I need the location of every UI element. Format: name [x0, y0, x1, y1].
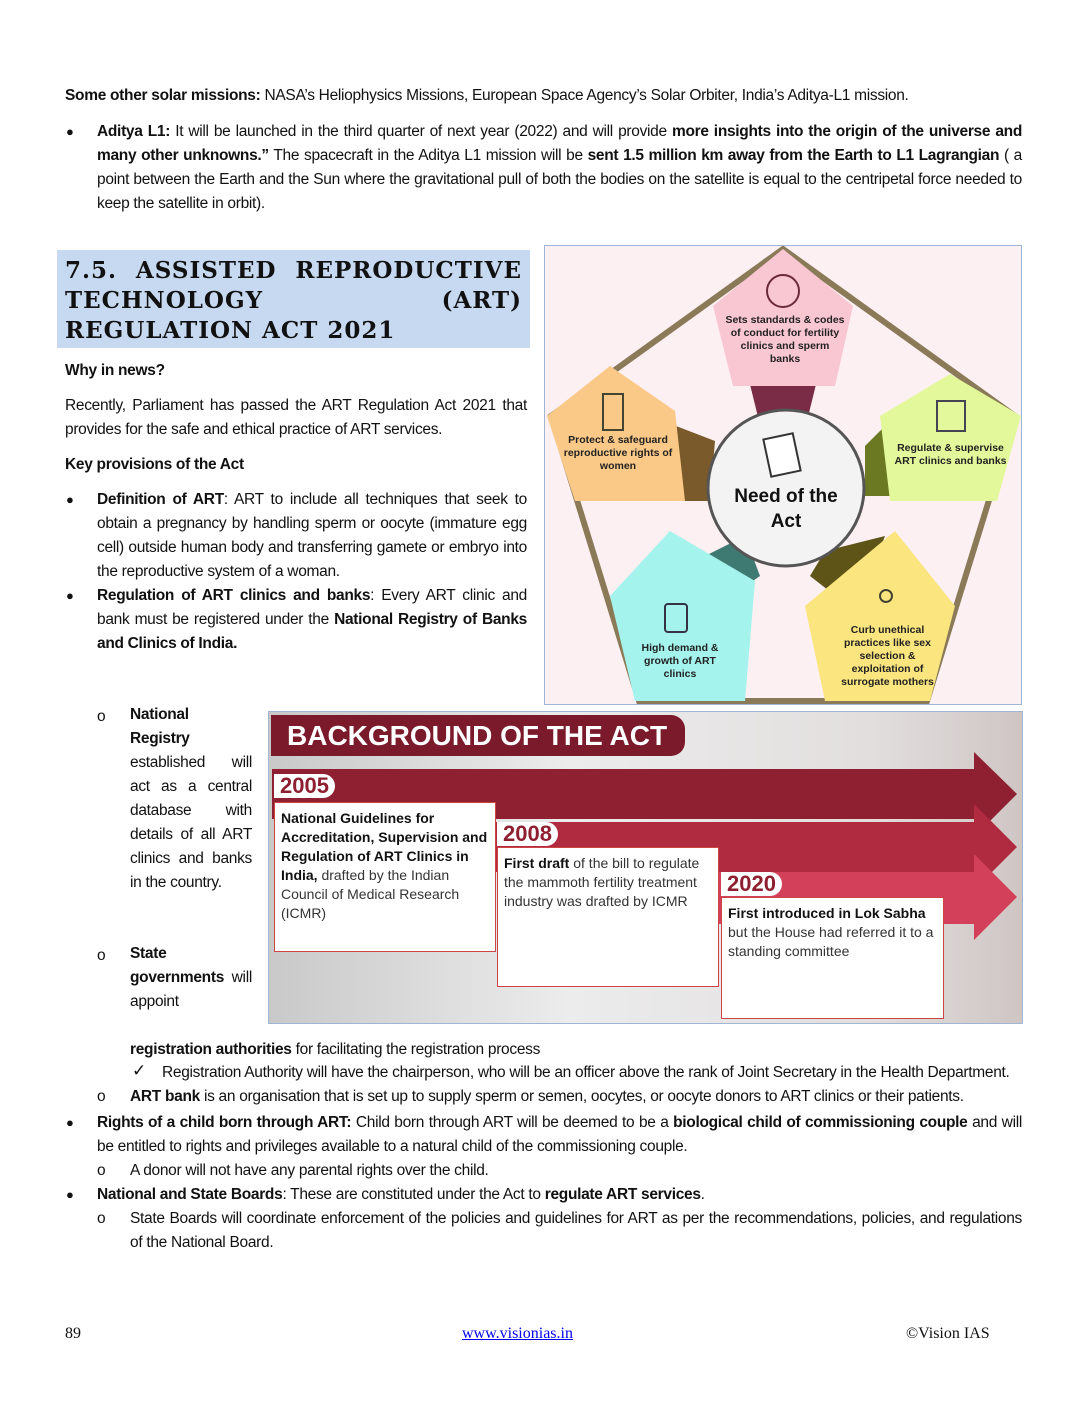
- boards-item: [97, 1183, 1022, 1207]
- bullet-icon: ●: [66, 492, 74, 507]
- regulation-list-item: [65, 584, 527, 656]
- section-heading: 7.5. ASSISTED REPRODUCTIVE TECHNOLOGY (ART) REGULATION ACT 2021: [57, 250, 530, 348]
- text: : These are constituted under the Act to: [282, 1186, 545, 1203]
- background-figure: [268, 711, 1023, 1024]
- text: The spacecraft in the Aditya L1 mission will be: [268, 147, 588, 164]
- text: of the bill to regulate the mammoth fertility treatment industry was drafted by ICMR: [504, 855, 700, 909]
- bold-text: National and State Boards: [97, 1186, 283, 1203]
- need-of-act-figure: [544, 245, 1022, 705]
- circle-bullet-icon: o: [97, 1210, 106, 1227]
- need-item-protect: Protect & safeguard reproductive rights of women: [563, 434, 673, 472]
- left-column: [65, 359, 527, 656]
- bullet-icon: ●: [66, 588, 74, 603]
- year-tab-2020: 2020: [721, 872, 782, 896]
- circle-bullet-icon: o: [97, 1162, 106, 1179]
- bold-text: sent 1.5 million km away from the Earth to L1 Lagrangian: [587, 147, 1000, 164]
- bold-text: National Guidelines for Accreditation, Supervision and Regulation of ART Clinics in India,: [281, 810, 488, 883]
- event-box-2008: [497, 847, 719, 987]
- text: NASA’s Heliophysics Missions, European Space Agency’s Solar Orbiter, India’s Aditya-L1 mission.: [260, 87, 909, 104]
- bold-text: First introduced in Lok Sabha: [728, 905, 926, 921]
- bold-text: Aditya L1:: [97, 123, 171, 140]
- checkmark-icon: ✓: [132, 1061, 146, 1080]
- bold-text: regulate ART services: [544, 1186, 701, 1203]
- text: for facilitating the registration process: [291, 1041, 541, 1058]
- state-boards-list-item: [97, 1207, 1022, 1255]
- text: but the House had referred it to a standing committee: [728, 924, 934, 959]
- event-box-2005: [274, 802, 496, 952]
- text: will appoint: [130, 969, 252, 1010]
- text: and will be entitled to rights and privileges available to a natural child of the commissioning couple.: [97, 1114, 1023, 1155]
- bold-text: First draft: [504, 855, 570, 871]
- need-item-standards: Sets standards & codes of conduct for fertility clinics and sperm banks: [725, 314, 845, 365]
- need-item-demand: High demand & growth of ART clinics: [641, 642, 719, 680]
- text: established will act as a central database with details of all ART clinics and banks in the country.: [130, 754, 252, 891]
- document-icon: [763, 433, 800, 476]
- background-title: BACKGROUND OF THE ACT: [271, 715, 685, 756]
- text: .: [700, 1186, 705, 1203]
- bold-text: State governments: [130, 945, 225, 986]
- bold-text: Rights of a child born through ART:: [97, 1114, 352, 1131]
- aditya-item: [65, 120, 1022, 216]
- bold-text: Definition of ART: [97, 491, 224, 508]
- top-section: [65, 84, 1022, 216]
- bold-text: National Registry of Banks and Clinics of India.: [97, 611, 527, 652]
- text: Child born through ART will be deemed to be a: [351, 1114, 674, 1131]
- state-gov-item: [130, 942, 252, 1038]
- circle-bullet-icon: o: [97, 708, 106, 725]
- bullet-icon: ●: [66, 1187, 74, 1202]
- aditya-paragraph: [97, 120, 1022, 216]
- authority-list-item: [132, 1061, 1022, 1085]
- text: drafted by the Indian Council of Medical Research (ICMR): [281, 867, 460, 921]
- why-heading: Why in news?: [65, 362, 165, 379]
- bold-text: ART bank: [130, 1088, 200, 1105]
- copyright: ©Vision IAS: [906, 1325, 990, 1342]
- bold-text: Some other solar missions:: [65, 87, 261, 104]
- why-text: Recently, Parliament has passed the ART Regulation Act 2021 that provides for the safe and ethical practice of ART services.: [65, 397, 527, 438]
- bullet-icon: ●: [66, 124, 74, 139]
- bold-text: biological child of commissioning couple: [673, 1114, 968, 1131]
- authority-item: Registration Authority will have the chairperson, who will be an officer above the rank of Joint Secretary in the Health Department.: [162, 1064, 1010, 1081]
- need-center-label: Need of the Act: [734, 486, 838, 532]
- text: is an organisation that is set up to supply sperm or semen, oocytes, or oocyte donors to ART clinics or their patients.: [199, 1088, 964, 1105]
- bullet-icon: ●: [66, 1115, 74, 1130]
- bottom-section: [65, 1061, 1022, 1255]
- need-item-regulate: Regulate & supervise ART clinics and banks: [894, 442, 1007, 467]
- regulation-item: [97, 584, 527, 656]
- donor-list-item: [97, 1159, 1022, 1183]
- intro-paragraph: [65, 84, 1022, 108]
- state-gov-item-cont: [130, 1038, 1022, 1062]
- art-bank-item: [130, 1085, 1022, 1109]
- website-link[interactable]: www.visionias.in: [462, 1325, 573, 1342]
- rights-item: [97, 1111, 1022, 1159]
- donor-item: A donor will not have any parental rights over the child.: [130, 1162, 489, 1179]
- definition-list-item: [65, 488, 527, 584]
- boards-list-item: [65, 1183, 1022, 1207]
- need-item-curb: Curb unethical practices like sex selection & exploitation of surrogate mothers: [841, 624, 934, 688]
- art-bank-list-item: [97, 1085, 1022, 1109]
- text: It will be launched in the third quarter of next year (2022) and will provide: [170, 123, 672, 140]
- year-tab-2008: 2008: [497, 822, 558, 846]
- text: ( a point between the Earth and the Sun where the gravitational pull of both the bodies on the satellite is equal to the centripetal force needed to keep the satellite in orbit).: [97, 147, 1022, 212]
- pentagon-right: [880, 374, 1021, 501]
- key-heading: Key provisions of the Act: [65, 456, 244, 473]
- rights-list-item: [65, 1111, 1022, 1159]
- text: : Every ART clinic and bank must be registered under the: [97, 587, 527, 628]
- bold-text: more insights into the origin of the universe and many other unknowns.”: [97, 123, 1022, 164]
- registry-item: [130, 703, 252, 895]
- state-boards-item: State Boards will coordinate enforcement of the policies and guidelines for ART as per the recommendations, policies, and regulations of the National Board.: [130, 1210, 1022, 1251]
- bold-text: Regulation of ART clinics and banks: [97, 587, 371, 604]
- text: : ART to include all techniques that seek to obtain a pregnancy by handling sperm or oocyte (immature egg cell) outside human body and transferring gamete or embryo into the reproductive system of a woman.: [97, 491, 527, 580]
- circle-bullet-icon: o: [97, 1088, 106, 1105]
- bold-text: National Registry: [130, 706, 190, 747]
- year-tab-2005: 2005: [274, 774, 335, 798]
- page-number: 89: [65, 1325, 81, 1342]
- event-box-2020: [721, 897, 944, 1019]
- circle-bullet-icon: o: [97, 947, 106, 964]
- definition-item: [97, 488, 527, 584]
- bold-text: registration authorities: [130, 1041, 292, 1058]
